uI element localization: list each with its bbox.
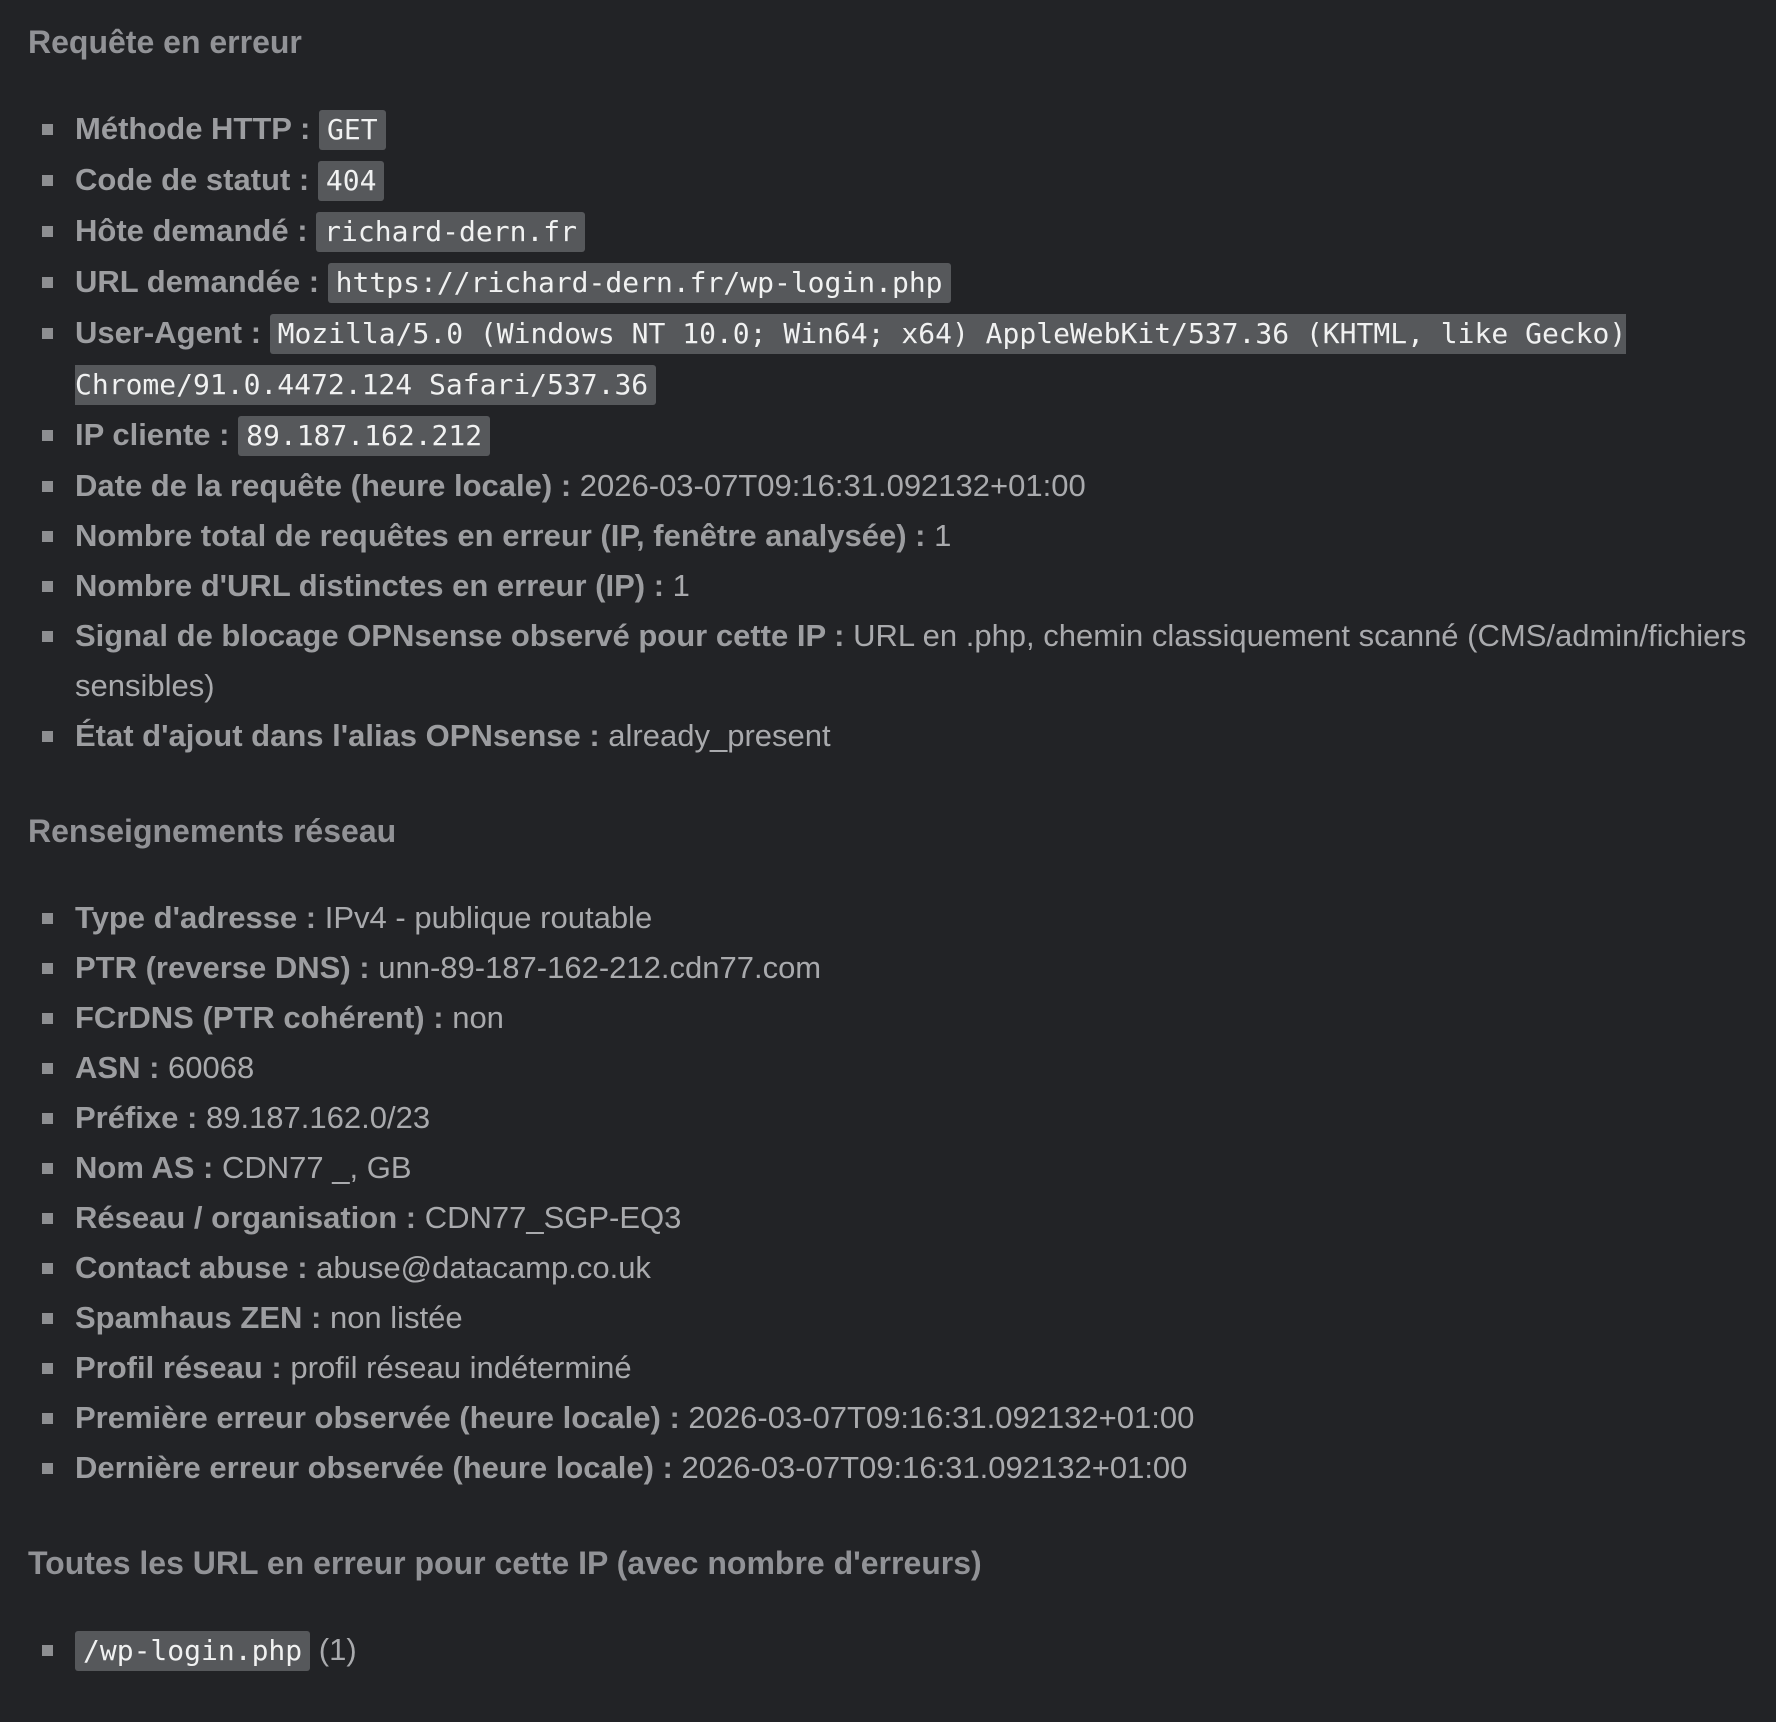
item-label: URL demandée :	[75, 264, 320, 299]
item-label: Première erreur observée (heure locale) :	[75, 1400, 680, 1435]
item-label: IP cliente :	[75, 417, 230, 452]
item-label: User-Agent :	[75, 315, 262, 350]
item-value: URL en .php, chemin classiquement scanné (CMS/admin/fichiers sensibles)	[75, 618, 1747, 703]
list-item	[75, 1243, 1748, 1293]
item-value: non listée	[329, 1300, 463, 1335]
list-item	[75, 1193, 1748, 1243]
list-item	[75, 461, 1748, 511]
item-label: Type d'adresse :	[75, 900, 317, 935]
item-label: Date de la requête (heure locale) :	[75, 468, 572, 503]
item-value: 2026-03-07T09:16:31.092132+01:00	[681, 1450, 1188, 1485]
list-item	[75, 893, 1748, 943]
list-item	[75, 1343, 1748, 1393]
section-list	[28, 893, 1748, 1493]
item-value: 60068	[168, 1050, 255, 1085]
list-item	[75, 257, 1748, 308]
list-item	[75, 308, 1748, 410]
item-label: Profil réseau :	[75, 1350, 282, 1385]
item-value: unn-89-187-162-212.cdn77.com	[378, 950, 822, 985]
item-value-code: 89.187.162.212	[238, 416, 490, 456]
item-label: Spamhaus ZEN :	[75, 1300, 322, 1335]
section-heading: Requête en erreur	[28, 24, 302, 60]
item-label: Code de statut :	[75, 162, 310, 197]
item-value: profil réseau indéterminé	[290, 1350, 632, 1385]
item-label: Contact abuse :	[75, 1250, 308, 1285]
list-item	[75, 410, 1748, 461]
list-item	[75, 1093, 1748, 1143]
item-value-code: https://richard-dern.fr/wp-login.php	[328, 263, 951, 303]
list-item	[75, 561, 1748, 611]
list-item	[75, 104, 1748, 155]
list-item	[75, 943, 1748, 993]
item-value-code: /wp-login.php	[75, 1631, 310, 1671]
list-item	[75, 206, 1748, 257]
list-item	[75, 1293, 1748, 1343]
item-value: 1	[934, 518, 952, 553]
item-label: Préfixe :	[75, 1100, 198, 1135]
item-label: Méthode HTTP :	[75, 111, 311, 146]
list-item	[75, 611, 1748, 711]
item-value: 1	[672, 568, 690, 603]
item-value: CDN77_SGP-EQ3	[424, 1200, 682, 1235]
item-label: Nombre d'URL distinctes en erreur (IP) :	[75, 568, 665, 603]
list-item	[75, 711, 1748, 761]
item-label: Dernière erreur observée (heure locale) :	[75, 1450, 673, 1485]
item-value: 2026-03-07T09:16:31.092132+01:00	[688, 1400, 1195, 1435]
item-label: ASN :	[75, 1050, 160, 1085]
item-value-code: Mozilla/5.0 (Windows NT 10.0; Win64; x64) AppleWebKit/537.36 (KHTML, like Gecko) Chrome/91.0.4472.124 Safari/537.36	[75, 314, 1626, 405]
list-item	[75, 993, 1748, 1043]
item-label: État d'ajout dans l'alias OPNsense :	[75, 718, 600, 753]
item-value-code: richard-dern.fr	[316, 212, 585, 252]
item-value-code: GET	[319, 110, 386, 150]
section-heading: Toutes les URL en erreur pour cette IP (avec nombre d'erreurs)	[28, 1545, 982, 1581]
error-report	[28, 24, 1748, 1676]
item-value-code: 404	[318, 161, 385, 201]
item-value: abuse@datacamp.co.uk	[316, 1250, 651, 1285]
item-label: PTR (reverse DNS) :	[75, 950, 370, 985]
item-value: 89.187.162.0/23	[205, 1100, 431, 1135]
item-label: Nom AS :	[75, 1150, 214, 1185]
item-label: Hôte demandé :	[75, 213, 308, 248]
section-list	[28, 1625, 1748, 1676]
item-value: non	[452, 1000, 504, 1035]
item-label: Signal de blocage OPNsense observé pour cette IP :	[75, 618, 845, 653]
list-item	[75, 1143, 1748, 1193]
item-value: CDN77 _, GB	[221, 1150, 412, 1185]
list-item	[75, 1043, 1748, 1093]
section-heading: Renseignements réseau	[28, 813, 397, 849]
item-value-suffix: (1)	[310, 1632, 357, 1667]
list-item	[75, 1625, 1748, 1676]
list-item	[75, 1443, 1748, 1493]
item-label: Nombre total de requêtes en erreur (IP, fenêtre analysée) :	[75, 518, 926, 553]
list-item	[75, 155, 1748, 206]
list-item	[75, 1393, 1748, 1443]
item-value: IPv4 - publique routable	[324, 900, 653, 935]
item-value: 2026-03-07T09:16:31.092132+01:00	[579, 468, 1086, 503]
list-item	[75, 511, 1748, 561]
section-list	[28, 104, 1748, 761]
item-value: already_present	[608, 718, 831, 753]
item-label: Réseau / organisation :	[75, 1200, 417, 1235]
item-label: FCrDNS (PTR cohérent) :	[75, 1000, 444, 1035]
